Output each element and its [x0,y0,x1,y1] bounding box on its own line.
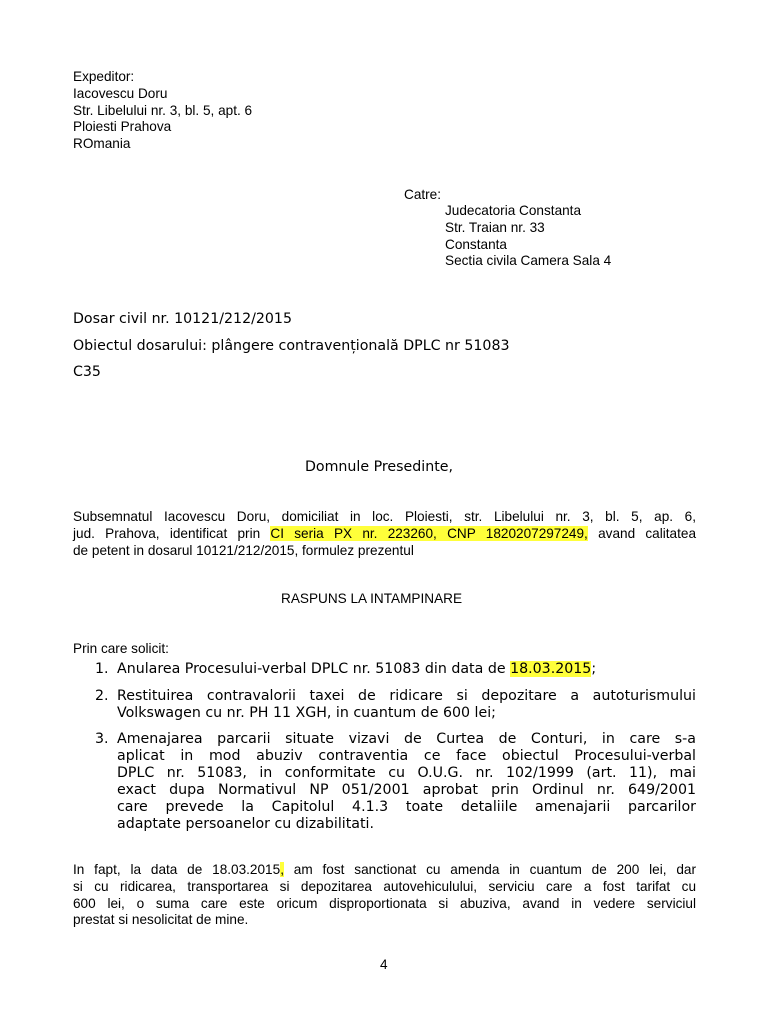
request-item-1 [95,661,696,678]
facts-line-1 [73,862,696,879]
facts-line-2: si cu ridicarea, transportarea si depozitarea autovehiculului, serviciu care a fost tarifat cu [73,878,696,894]
document-heading: RASPUNS LA INTAMPINARE [281,591,463,606]
request-2-line-1: Restituirea contravalorii taxei de ridicare si depozitare a autoturismului [117,688,696,704]
intro-line-2-start: jud. Prahova, identificat prin [73,525,271,541]
facts-line-4: prestat si nesolicitat de mine. [73,912,249,928]
request-1-end: ; [591,661,597,677]
sender-block [73,69,252,153]
request-number-2: 2. [95,688,109,704]
sender-street: Str. Libelului nr. 3, bl. 5, apt. 6 [73,102,253,118]
request-3-line-4: exact dupa Normativul NP 051/2001 aprobat prin Ordinul nr. 649/2001 [117,782,696,798]
case-number: Dosar civil nr. 10121/212/2015 [73,311,292,327]
recipient-city: Constanta [445,236,507,252]
request-1-start: Anularea Procesului-verbal DPLC nr. 51083 din data de [117,661,511,677]
request-3-line-3: DPLC nr. 51083, in conformitate cu O.U.G. nr. 102/1999 (art. 11), mai [117,765,696,781]
intro-line-3: de petent in dosarul 10121/212/2015, formulez prezentul [73,542,414,558]
case-object: Obiectul dosarului: plângere contravențională DPLC nr 51083 [73,338,510,354]
request-number-3: 3. [95,731,109,747]
salutation: Domnule Presedinte, [305,459,454,475]
sender-city: Ploiesti Prahova [73,119,172,135]
recipient-street: Str. Traian nr. 33 [445,219,545,235]
request-3-line-1: Amenajarea parcarii situate vizavi de Curtea de Conturi, in care s-a [117,731,696,747]
recipient-block [445,203,611,270]
requests-intro: Prin care solicit: [73,641,169,656]
facts-paragraph [73,862,696,929]
case-code: C35 [73,364,101,380]
request-3-line-6: adaptate persoanelor cu dizabilitati. [117,816,374,832]
date-highlight: 18.03.2015 [510,661,592,677]
request-1-text [117,661,696,678]
request-3-line-5: care prevede la Capitolul 4.1.3 toate detaliile amenajarii parcarilor [117,799,696,815]
facts-line-3: 600 lei, o suma care este oricum disproportionata si abuziva, avand in vedere serviciul [73,895,696,911]
intro-line-2-end: avand calitatea [587,525,697,541]
intro-paragraph [73,509,696,559]
request-3-line-2: aplicat in mod abuziv contraventia ce face obiectul Procesului-verbal [117,748,696,764]
facts-line-1-end: am fost sanctionat cu amenda in cuantum de 200 lei, dar [283,862,696,877]
recipient-label: Catre: [404,187,442,202]
recipient-section: Sectia civila Camera Sala 4 [445,253,612,269]
request-number-1: 1. [95,661,109,677]
request-item-3 [95,731,696,833]
recipient-court: Judecatoria Constanta [445,203,582,218]
id-highlight: CI seria PX nr. 223260, CNP 1820207297249, [270,525,588,541]
request-2-line-2: Volkswagen cu nr. PH 11 XGH, in cuantum de 600 lei; [117,705,496,721]
intro-line-2 [73,526,696,543]
sender-country: ROmania [73,136,131,152]
comma-highlight: , [280,862,284,877]
facts-line-1-start: In fapt, la data de 18.03.2015 [73,862,281,877]
page-number: 4 [380,957,388,972]
intro-line-1: Subsemnatul Iacovescu Doru, domiciliat in loc. Ploiesti, str. Libelului nr. 3, bl. 5, ap. 6, [73,509,696,524]
sender-name: Iacovescu Doru [73,85,168,101]
request-item-2 [95,688,696,722]
sender-label: Expeditor: [73,69,135,84]
